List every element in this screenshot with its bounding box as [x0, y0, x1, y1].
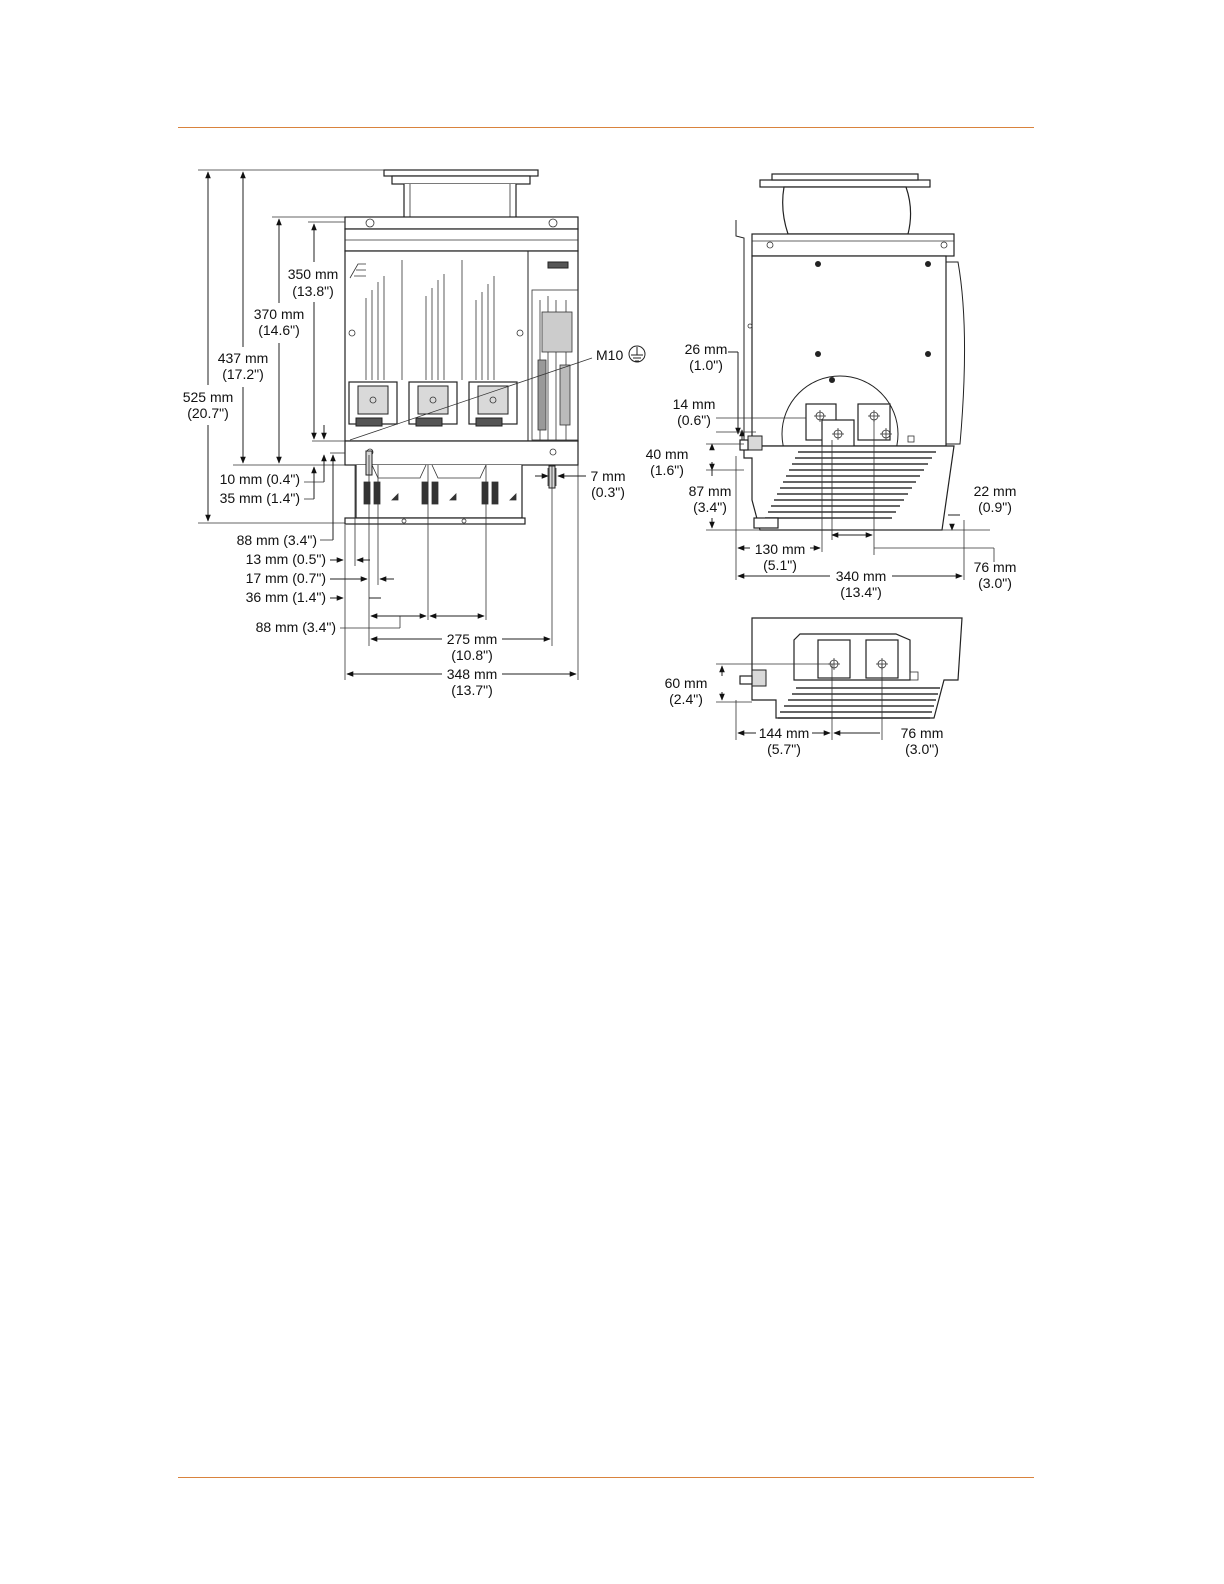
dim-14-mm: 14 mm [672, 396, 716, 412]
dim-13-mm: 13 mm (0.5") [245, 551, 326, 567]
dim-340-in: (13.4") [840, 584, 882, 600]
dim-87-mm: 87 mm [688, 483, 732, 499]
dim-7-in: (0.3") [591, 484, 625, 500]
dim-17-mm: 17 mm (0.7") [245, 570, 326, 586]
dim-275-mm: 275 mm [446, 631, 498, 647]
dim-348-in: (13.7") [451, 682, 493, 698]
dim-87-in: (3.4") [693, 499, 727, 515]
dim-144-in: (5.7") [767, 741, 801, 757]
dim-60-mm: 60 mm [664, 675, 708, 691]
dim-275-in: (10.8") [451, 647, 493, 663]
dim-35-mm: 35 mm (1.4") [219, 490, 300, 506]
dim-88-horizontal: 88 mm (3.4") [255, 619, 336, 635]
dim-7-mm: 7 mm [590, 468, 626, 484]
dim-348-mm: 348 mm [446, 666, 498, 682]
dim-370-mm: 370 mm [253, 306, 305, 322]
dim-350-mm: 350 mm [287, 266, 339, 282]
dim-22-mm: 22 mm [973, 483, 1017, 499]
power-module-1 [349, 382, 397, 426]
dim-525-in: (20.7") [187, 405, 229, 421]
dim-36-mm: 36 mm (1.4") [245, 589, 326, 605]
front-view [345, 170, 592, 524]
bottom-dim-76-in: (3.0") [905, 741, 939, 757]
dim-350-in: (13.8") [292, 283, 334, 299]
ground-stud-label: M10 [596, 347, 624, 363]
side-view [736, 174, 965, 530]
dim-14-in: (0.6") [677, 412, 711, 428]
dim-40-mm: 40 mm [645, 446, 689, 462]
dim-60-in: (2.4") [669, 691, 703, 707]
dim-10-mm: 10 mm (0.4") [219, 471, 300, 487]
dim-76-in: (3.0") [978, 575, 1012, 591]
dim-76-mm: 76 mm [973, 559, 1017, 575]
dim-437-in: (17.2") [222, 366, 264, 382]
power-module-3 [469, 382, 517, 426]
dim-144-mm: 144 mm [758, 725, 810, 741]
dim-130-mm: 130 mm [754, 541, 806, 557]
dim-437-mm: 437 mm [217, 350, 269, 366]
dim-130-in: (5.1") [763, 557, 797, 573]
dim-88-vertical: 88 mm (3.4") [236, 532, 317, 548]
dim-26-mm: 26 mm [684, 341, 728, 357]
bottom-view [740, 618, 962, 718]
bottom-dim-76-mm: 76 mm [900, 725, 944, 741]
dim-22-in: (0.9") [978, 499, 1012, 515]
dim-40-in: (1.6") [650, 462, 684, 478]
power-module-2 [409, 382, 457, 426]
dim-525-mm: 525 mm [182, 389, 234, 405]
dim-26-in: (1.0") [689, 357, 723, 373]
dim-340-mm: 340 mm [835, 568, 887, 584]
dim-370-in: (14.6") [258, 322, 300, 338]
ground-symbol-icon [629, 346, 645, 362]
